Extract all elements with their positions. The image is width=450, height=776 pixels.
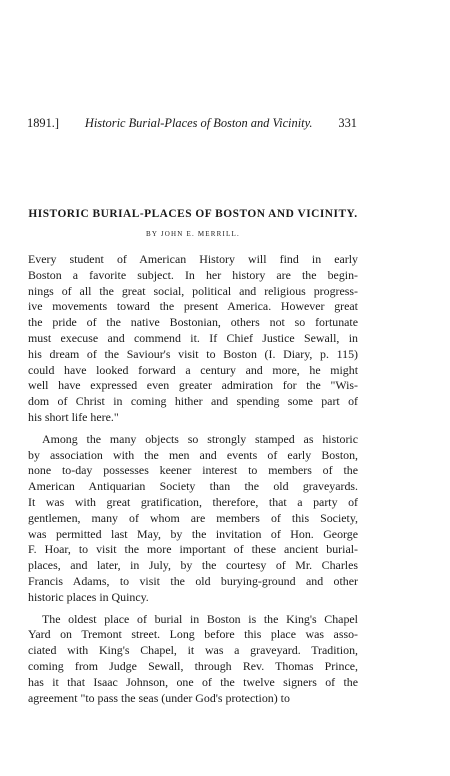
text-line: has it that Isaac Johnson, one of the twelve signers of the bbox=[28, 674, 358, 689]
text-line: The oldest place of burial in Boston is the King's Chapel bbox=[42, 611, 358, 626]
text-line: Every student of American History will find in early bbox=[28, 252, 358, 266]
text-line: none to-day possesses keener interest to members of the bbox=[28, 463, 358, 478]
text-line: places, and later, in July, by the courtesy of Mr. Charles bbox=[28, 558, 358, 573]
text-line: agreement "to pass the seas (under God's protection) to bbox=[28, 690, 290, 705]
text-line: F. Hoar, to visit the more important of these ancient burial- bbox=[28, 542, 358, 557]
running-head bbox=[27, 116, 357, 131]
running-head-title: Historic Burial-Places of Boston and Vicinity. bbox=[84, 116, 313, 130]
paragraph bbox=[28, 432, 358, 606]
article-body bbox=[28, 252, 358, 706]
text-line: Francis Adams, to visit the old burying-ground and other bbox=[28, 573, 358, 588]
text-line: the pride of the native Bostonian, others not so fortunate bbox=[28, 315, 358, 330]
text-line: dom of Christ in coming hither and spending some part of bbox=[28, 394, 358, 409]
text-line: American Antiquarian Society than the old graveyards. bbox=[28, 479, 358, 494]
text-line: Among the many objects so strongly stamped as historic bbox=[42, 431, 358, 446]
text-line: gentlemen, many of whom are members of this Society, bbox=[28, 510, 358, 525]
page-number: 331 bbox=[338, 116, 357, 130]
text-line: Yard on Tremont street. Long before this place was asso- bbox=[28, 627, 358, 642]
text-line: by association with the men and events of early Boston, bbox=[28, 447, 358, 462]
text-line: It was with great gratification, therefore, that a party of bbox=[28, 494, 358, 509]
text-line: coming from Judge Sewall, through Rev. Thomas Prince, bbox=[28, 658, 358, 673]
paragraph bbox=[28, 612, 358, 707]
text-line: his short life here." bbox=[28, 409, 119, 424]
text-line: well have expressed even greater admiration for the "Wis- bbox=[28, 378, 358, 393]
running-head-year: 1891.] bbox=[27, 116, 60, 130]
text-line: could have looked forward a century and more, he might bbox=[28, 362, 358, 377]
article-byline: BY JOHN E. MERRILL. bbox=[146, 230, 240, 238]
text-line: his dream of the Saviour's visit to Boston (I. Diary, p. 115) bbox=[28, 346, 358, 361]
paragraph bbox=[28, 252, 358, 426]
text-line: ive movements toward the present America. However great bbox=[28, 299, 358, 314]
text-line: ciated with King's Chapel, it was a graveyard. Tradition, bbox=[28, 643, 358, 658]
article-title: HISTORIC BURIAL-PLACES OF BOSTON AND VICINITY. bbox=[28, 208, 358, 220]
text-line: must execuse and commend it. If Chief Justice Sewall, in bbox=[28, 330, 358, 345]
text-line: nings of all the great social, political and religious progress- bbox=[28, 283, 358, 298]
text-line: was permitted last May, by the invitation of Hon. George bbox=[28, 526, 358, 541]
text-line: Boston a favorite subject. In her history are the begin- bbox=[28, 267, 358, 282]
text-line: historic places in Quincy. bbox=[28, 589, 149, 604]
